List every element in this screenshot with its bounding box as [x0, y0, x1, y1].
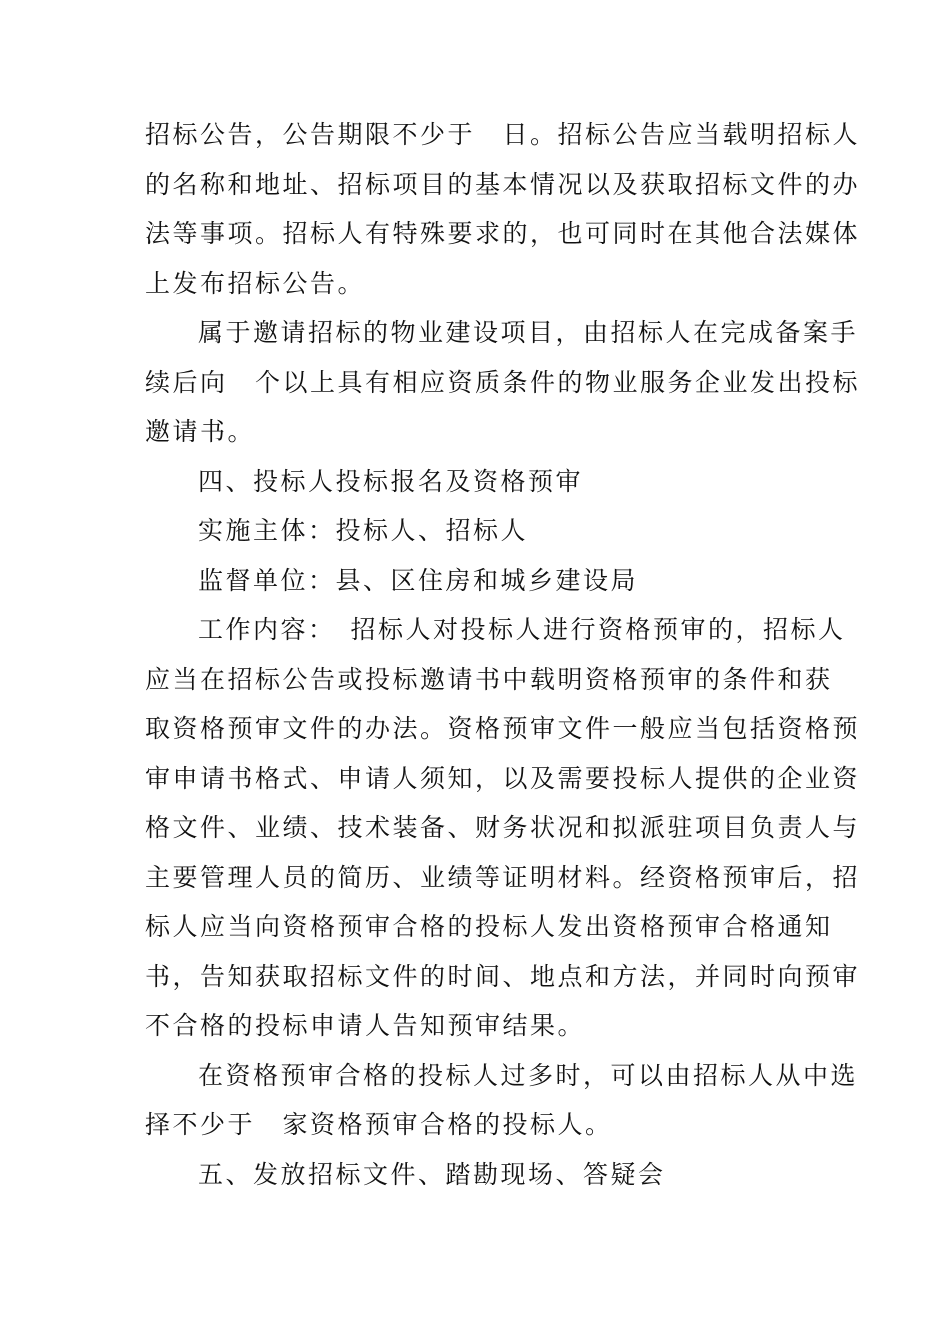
text-line: 不合格的投标申请人告知预审结果。	[145, 1011, 586, 1040]
text-line: 属于邀请招标的物业建设项目，由招标人在完成备案手	[198, 318, 859, 347]
text-line: 上发布招标公告。	[145, 268, 366, 298]
paragraph	[145, 605, 861, 1051]
document-body	[145, 110, 861, 1199]
paragraph	[145, 1051, 859, 1150]
text-line: 格文件、业绩、技术装备、财务状况和拟派驻项目负责人与	[145, 813, 861, 842]
paragraph	[145, 308, 861, 457]
text-line: 的名称和地址、招标项目的基本情况以及获取招标文件的办	[145, 169, 861, 199]
paragraph	[145, 1150, 811, 1200]
text-line: 工作内容： 招标人对投标人进行资格预审的，招标人	[198, 615, 846, 644]
text-line: 四、投标人投标报名及资格预审	[198, 466, 584, 496]
text-line: 主要管理人员的简历、业绩等证明材料。经资格预审后，招	[145, 862, 861, 892]
text-line: 续后向 个以上具有相应资质条件的物业服务企业发出投标	[145, 367, 861, 397]
text-line: 择不少于 家资格预审合格的投标人。	[145, 1110, 613, 1139]
paragraph	[145, 506, 811, 556]
text-line: 实施主体：投标人、招标人	[198, 516, 529, 545]
paragraph	[145, 556, 811, 606]
paragraph	[145, 457, 811, 507]
text-line: 法等事项。招标人有特殊要求的，也可同时在其他合法媒体	[145, 219, 861, 248]
text-line: 标人应当向资格预审合格的投标人发出资格预审合格通知	[145, 912, 833, 941]
text-line: 审申请书格式、申请人须知，以及需要投标人提供的企业资	[145, 763, 861, 793]
text-line: 监督单位：县、区住房和城乡建设局	[198, 565, 639, 595]
text-line: 招标公告，公告期限不少于 日。招标公告应当载明招标人	[145, 120, 861, 149]
text-line: 书，告知获取招标文件的时间、地点和方法，并同时向预审	[145, 961, 861, 991]
paragraph	[145, 110, 861, 308]
text-line: 取资格预审文件的办法。资格预审文件一般应当包括资格预	[145, 714, 861, 743]
text-line: 在资格预审合格的投标人过多时，可以由招标人从中选	[198, 1060, 859, 1090]
text-line: 邀请书。	[145, 417, 256, 446]
text-line: 应当在招标公告或投标邀请书中载明资格预审的条件和获	[145, 664, 833, 694]
text-line: 五、发放招标文件、踏勘现场、答疑会	[198, 1159, 666, 1189]
